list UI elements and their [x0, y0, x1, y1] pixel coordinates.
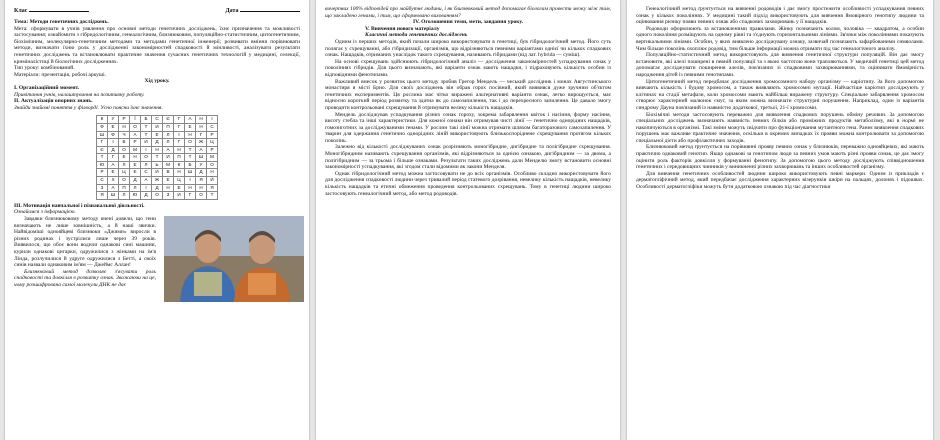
word-grid-cell[interactable]: Г: [97, 139, 108, 147]
word-grid-cell[interactable]: Е: [108, 169, 119, 177]
word-grid-cell[interactable]: О: [185, 139, 196, 147]
section-3-text: Завдяки близнюковому методу вчені довели, що гени визначають не лише зовнішність, а й наші звички. Найвідоміші однояйцеві близнюки «Джими» виросли в різних родинах і зустрілися лише через 39 років. Виявилося, що обоє вони водили однакові сині машини, курили однакові цигарки, одружилися з жінками на ім'я Лінда, розлучилися й удруге одружилися з Бетті, а своїх синів назвали однаковим ім'ям — Джеймс Аллан!: [14, 216, 156, 269]
word-grid-cell[interactable]: Г: [174, 123, 185, 131]
word-grid-cell[interactable]: О: [130, 123, 141, 131]
document-page-2: [316, 0, 620, 440]
word-grid-cell[interactable]: Н: [207, 169, 218, 177]
word-grid-cell[interactable]: Л: [130, 184, 141, 192]
word-grid-cell[interactable]: Ш: [97, 131, 108, 139]
word-grid-row: [97, 139, 218, 147]
word-grid-cell[interactable]: Н: [185, 131, 196, 139]
page3-paragraph: Популяційно-статистичний метод використовують для вивчення генетичної структури популяцій. Він дає змогу встановити, які алелі поширені в певній популяції та з якою частотою вони трапляються. У медичній генетиці цей метод допомагає досліджувати поширення алелів, пов'язаних зі спадковими захворюваннями, та оцінювати ймовірність народження дітей із певними генотипами.: [636, 52, 924, 78]
word-grid-cell[interactable]: Г: [196, 131, 207, 139]
word-grid-cell[interactable]: Ю: [97, 161, 108, 169]
page2-top-text: вичерпних 100% відповідей про майбутнє людини, і як близнюковий метод допомагає біологам провести межу між тим, що закладено генами, і тим, що сформовано вихованням?: [325, 6, 611, 19]
word-grid-cell[interactable]: І: [141, 146, 152, 154]
word-grid-cell[interactable]: А: [163, 146, 174, 154]
page3-paragraph: Біохімічні методи застосовують переважно для виявлення спадкових порушень обміну речовин. За допомогою спеціальних досліджень визначають наявність певних білків або проміжних продуктів метаболізму, які в нормі не накопичуються в організмі. Такі зміни можуть свідчити про функціонування мутантного гена. Раннє виявлення спадкових порушень має важливе практичне значення, оскільки в окремих випадках їх прояви можна контролювати за допомогою спеціальної дієти або профілактичних заходів.: [636, 111, 924, 144]
word-grid-row: [97, 169, 218, 177]
page2-paragraph: Мендель досліджував успадкування різних ознак гороху, зокрема забарвлення квіток і насіння, форму насіння, висоту стебла та інші характеристики. Для кожної ознаки він отримував чисті лінії — генетично однорідних нащадків, гомозиготних за досліджуваними генами. У рослин такі лінії можна отримати шляхом багаторазового самозапилення. У тварин для одержання генетично однорідних ліній використовують близькоспоріднене схрещування протягом кількох поколінь.: [325, 111, 611, 144]
word-grid-cell[interactable]: Е: [152, 131, 163, 139]
word-grid-cell[interactable]: Ю: [130, 192, 141, 200]
class-label: Клас: [14, 8, 28, 14]
word-grid-cell[interactable]: Я: [196, 177, 207, 185]
word-grid-cell[interactable]: А: [108, 161, 119, 169]
word-grid-cell[interactable]: И: [163, 154, 174, 162]
word-grid-row: [97, 161, 218, 169]
word-grid-cell[interactable]: Ч: [119, 131, 130, 139]
word-grid-cell[interactable]: Ц: [207, 139, 218, 147]
word-grid-cell[interactable]: І: [174, 131, 185, 139]
word-grid-cell[interactable]: Т: [152, 154, 163, 162]
word-grid-row: [97, 146, 218, 154]
word-grid-cell[interactable]: Б: [119, 139, 130, 147]
word-grid-cell[interactable]: К: [174, 161, 185, 169]
word-grid-cell[interactable]: У: [108, 116, 119, 124]
word-grid-row: [97, 184, 218, 192]
word-grid-cell[interactable]: Г: [185, 192, 196, 200]
word-grid-cell[interactable]: Д: [141, 192, 152, 200]
word-grid-cell[interactable]: Е: [185, 123, 196, 131]
word-grid-cell[interactable]: Л: [163, 131, 174, 139]
word-grid-row: [97, 131, 218, 139]
word-grid-cell[interactable]: Г: [174, 116, 185, 124]
word-grid-cell[interactable]: О: [119, 177, 130, 185]
word-grid-cell[interactable]: Р: [207, 146, 218, 154]
word-grid-cell[interactable]: К: [97, 116, 108, 124]
word-grid-row: [97, 154, 218, 162]
page3-paragraph: Родоводи оформлюють за встановленими правилами. Жінку позначають колом, чоловіка — квадратом, а особин одного покоління розміщують на одному рівні та з'єднують горизонтальними лініями. Зв'язки між поколіннями показують вертикальними лініями. Особин, у яких виявлено досліджувану ознаку, зазвичай позначають зафарбованими символами. Чим більше поколінь охоплює родовід, тим більше інформації можна отримати під час генеалогічного аналізу.: [636, 25, 924, 52]
word-grid-cell[interactable]: Р: [119, 116, 130, 124]
word-grid-cell[interactable]: Т: [185, 154, 196, 162]
word-grid-cell[interactable]: П: [174, 154, 185, 162]
word-grid-cell[interactable]: О: [141, 154, 152, 162]
section-3-tail: Близнюковий метод дозволяє з'ясувати роль спадковості та довкілля в розвитку ознак. Зважаючи на це, чому розшифрована самої молекули ДНК не дає: [14, 268, 156, 288]
twins-photo-illustration: [164, 216, 304, 302]
word-grid-cell[interactable]: Л: [119, 192, 130, 200]
word-grid-cell[interactable]: Н: [152, 146, 163, 154]
word-grid-cell[interactable]: И: [174, 192, 185, 200]
word-grid-cell[interactable]: З: [97, 184, 108, 192]
section-5-subtitle: Класичні методи генетичних досліджень: [365, 32, 468, 39]
lesson-topic: Тема: Методи генетичних досліджень.: [14, 19, 109, 25]
document-page-1: [5, 0, 309, 440]
word-grid-cell[interactable]: Д: [152, 139, 163, 147]
word-grid-cell[interactable]: А: [130, 131, 141, 139]
word-grid-cell[interactable]: Ф: [97, 123, 108, 131]
word-grid-cell[interactable]: М: [207, 154, 218, 162]
word-grid-cell[interactable]: И: [152, 123, 163, 131]
word-grid-cell[interactable]: С: [97, 177, 108, 185]
word-grid-row: [97, 116, 218, 124]
word-grid-row: [97, 177, 218, 185]
page2-paragraph: Одним із перших методів, який почали широко використовувати в генетиці, був гібридологічний метод. Його суть полягає у схрещуванні, або гібридизації, організмів, що відрізняються певними варіантами однієї чи кількох спадкових ознак. Нащадків, отриманих унаслідок такого схрещування, називають гібридами (від лат. hybrida — суміш).: [325, 38, 611, 59]
word-grid-cell[interactable]: О: [207, 161, 218, 169]
word-grid-cell[interactable]: Ш: [196, 154, 207, 162]
section-4-title: IV. Оголошення теми, мети, завдання уроку.: [413, 19, 523, 26]
page2-body: [325, 39, 611, 197]
word-grid-cell[interactable]: І: [108, 139, 119, 147]
word-grid-cell[interactable]: І: [141, 184, 152, 192]
word-grid-cell[interactable]: О: [152, 192, 163, 200]
section-5-title: V. Вивчення нового матеріалу: [365, 25, 440, 32]
page2-paragraph: Однак гібридологічний метод можна застосовувати не до всіх організмів. Особливо складно використовувати його для дослідження спадковості людини через тривалий період статевого дозрівання, невелику кількість нащадків, невелику кількість нащадків та етичні обмеження проведення контрольованих схрещувань. Тому в генетиці людини широко застосовують генеалогічний метод, або метод родоводів.: [325, 170, 611, 197]
lesson-progress-heading: Хід уроку.: [144, 78, 170, 85]
header-row: [14, 6, 300, 14]
word-grid-row: [97, 192, 218, 200]
word-grid-cell[interactable]: Р: [130, 139, 141, 147]
word-grid-cell[interactable]: Е: [174, 184, 185, 192]
section-1-text: Привітання учнів, налаштування на позитивну роботу.: [14, 91, 145, 98]
word-grid-cell[interactable]: Я: [207, 184, 218, 192]
class-field[interactable]: [29, 6, 89, 12]
word-grid-cell[interactable]: Є: [97, 146, 108, 154]
twins-block: [14, 216, 300, 269]
word-grid-cell[interactable]: А: [108, 184, 119, 192]
word-grid-cell[interactable]: Д: [196, 169, 207, 177]
word-grid-cell[interactable]: Х: [108, 177, 119, 185]
word-grid-cell[interactable]: Є: [163, 116, 174, 124]
word-grid-cell[interactable]: Р: [97, 169, 108, 177]
word-grid-cell[interactable]: Н: [196, 116, 207, 124]
word-grid-cell[interactable]: Б: [185, 161, 196, 169]
section-3-subtitle: Ознайомся з інформацією.: [14, 209, 76, 216]
word-grid-cell[interactable]: Т: [207, 192, 218, 200]
word-grid-cell[interactable]: А: [185, 116, 196, 124]
word-grid-cell[interactable]: Д: [152, 184, 163, 192]
word-grid-cell[interactable]: Е: [119, 154, 130, 162]
word-grid-cell[interactable]: Т: [141, 123, 152, 131]
word-grid-cell[interactable]: Ж: [152, 177, 163, 185]
word-grid-cell[interactable]: Г: [174, 139, 185, 147]
word-grid-cell[interactable]: Е: [163, 177, 174, 185]
word-grid-cell[interactable]: Н: [185, 184, 196, 192]
document-page-3: [627, 0, 933, 440]
word-grid-row: [97, 123, 218, 131]
page3-paragraph: Для вивчення генетичних особливостей людини широко використовують певні маркери. Одним із прикладів є дерматогліфічний метод, який передбачає дослідження характерних візерунків шкіри на пальцях, долонях і підошвах. Особливості дерматогліфіки можуть бути додатковою ознакою під час діагностики: [636, 170, 924, 191]
word-grid-cell[interactable]: Н: [196, 184, 207, 192]
date-label: Дата: [225, 8, 239, 14]
word-grid-cell[interactable]: И: [152, 169, 163, 177]
word-grid-cell[interactable]: В: [163, 169, 174, 177]
word-grid-cell[interactable]: Р: [207, 131, 218, 139]
page3-paragraph: Близнюковий метод ґрунтується на порівнянні прояву певних ознак у близнюків, переважно однояйцевих, які мають практично однаковий генотип. Якщо однакові за генотипом люди за певних умов мають різні прояви ознак, це дає змогу оцінити роль факторів довкілля у формуванні фенотипу. За допомогою цього методу досліджують співвідношення генетичних і середовищних чинників у виникненні різних захворювань та інших особливостей організму.: [636, 144, 924, 171]
word-grid-cell[interactable]: Н: [174, 146, 185, 154]
word-grid-cell[interactable]: Н: [163, 184, 174, 192]
word-grid-cell[interactable]: О: [119, 146, 130, 154]
word-grid-cell[interactable]: Л: [163, 139, 174, 147]
lesson-materials: Матеріали: презентація, робочі аркуші.: [14, 71, 107, 78]
word-grid-cell[interactable]: Ц: [119, 169, 130, 177]
word-grid-cell[interactable]: П: [163, 123, 174, 131]
word-grid-cell[interactable]: Л: [119, 161, 130, 169]
section-2-title: II. Актуалізація опорних знань.: [14, 98, 93, 105]
word-grid-cell[interactable]: Б: [141, 116, 152, 124]
section-2-text: Знайди знайомі поняття у філворді. Усно поясни їхнє значення.: [14, 104, 163, 111]
word-grid-cell[interactable]: С: [141, 169, 152, 177]
date-field[interactable]: [240, 6, 300, 12]
word-grid-cell[interactable]: А: [196, 146, 207, 154]
word-grid-cell[interactable]: Т: [97, 154, 108, 162]
word-grid-cell[interactable]: Ь: [152, 161, 163, 169]
page3-body: [636, 6, 924, 191]
word-grid-cell[interactable]: Е: [130, 161, 141, 169]
word-grid-cell[interactable]: Й: [207, 177, 218, 185]
page2-paragraph: На основі схрещувань здійснюють гібридологічний аналіз — дослідження закономірностей успадкування ознак у поколіннях гібридів. Для цього визначають, які варіанти ознак мають нащадки, і підраховують кількість особин із відповідними фенотипами.: [325, 58, 611, 78]
word-grid-cell[interactable]: І: [207, 116, 218, 124]
word-search-grid: [96, 115, 218, 200]
word-grid-cell[interactable]: У: [196, 161, 207, 169]
word-grid-cell[interactable]: Т: [141, 131, 152, 139]
page2-paragraph: Залежно від кількості досліджуваних ознак розрізняють моногібридне, дигібридне та полігібридне схрещування. Моногібридним називають схрещування організмів, які відрізняються за однією ознакою, дигібридним — за двома, а полігібридним — за трьома і більше ознаками. Результати таких досліджень дали Менделю змогу встановити основні закономірності успадкування, які згодом стали відомими як закони Менделя.: [325, 144, 611, 171]
word-grid-cell[interactable]: Д: [108, 146, 119, 154]
word-grid-cell[interactable]: И: [141, 139, 152, 147]
page3-paragraph: Цитогенетичний метод передбачає дослідження хромосомного набору організму — каріотипу. За його допомогою вивчають кількість і будову хромосом, а також виявляють хромосомні мутації. Найчастіше каріотип досліджують у клітинах на стадії метафази, коли хромосоми мають найбільш виражену структуру. Спеціальне забарвлення хромосом створює характерний малюнок смуг, за яким можна визначати структурні порушення. Наприклад, один із варіантів синдрому Дауна пов'язаний із наявністю додаткової, третьої, 21-ї хромосоми.: [636, 78, 924, 111]
word-grid-cell[interactable]: Т: [185, 146, 196, 154]
word-grid-cell[interactable]: М: [163, 161, 174, 169]
word-grid-cell[interactable]: О: [196, 192, 207, 200]
word-grid-cell[interactable]: А: [141, 177, 152, 185]
section-1-title: I. Організаційний момент.: [14, 84, 80, 91]
page3-paragraph: Генеалогічний метод ґрунтується на вивченні родоводів і дає змогу простежити особливості успадкування певних ознак у кількох поколіннях. У медицині такий підхід використовують для вивчення ймовірного генотипу людини та оцінювання ризику появи певних ознак або спадкових захворювань у її нащадків.: [636, 6, 924, 26]
page2-paragraph: Важливий внесок у розвиток цього методу зробив Грегор Мендель — чеський дослідник і монах Августинського монастиря в місті Брно. Для своїх досліджень він обрав горох посівний, який виявився дуже зручним об'єктом генетичних експериментів. Ця рослина має чітко виражені альтернативні варіанти ознак, легко вирощується, має відносно короткий період розвитку та здатна як до самозапилення, так і до перехресного запилення. Це давало змогу проводити контрольовані схрещування й отримувати велику кількість нащадків.: [325, 78, 611, 111]
word-grid-cell[interactable]: І: [185, 177, 196, 185]
word-grid-cell[interactable]: Н: [174, 169, 185, 177]
word-grid-cell[interactable]: Ї: [130, 116, 141, 124]
word-grid-cell[interactable]: Ц: [174, 177, 185, 185]
word-grid-cell[interactable]: Д: [130, 177, 141, 185]
word-grid-cell[interactable]: Я: [97, 192, 108, 200]
word-grid-cell[interactable]: Н: [196, 123, 207, 131]
word-grid-cell[interactable]: Ж: [196, 139, 207, 147]
section-3-title: III. Мотивація навчальної і пізнавальної діяльності.: [14, 202, 145, 209]
word-grid-cell[interactable]: Ш: [185, 169, 196, 177]
word-grid-cell[interactable]: Ш: [108, 192, 119, 200]
lesson-goal: Мета: сформувати в учнів уявлення про основні методи генетичних досліджень, їхнє призначення та можливості застосування; ознайомити з гібридологічним, генеалогічним, близнюковим, популяційно-статистичним, цитогенетичним, біохімічним, молекулярно-генетичним методами та методами генетичної інженерії; розвивати вміння порівнювати методи, визначати їхню роль у дослідженні закономірностей спадковості й мінливості, аналізувати результати генетичних досліджень та встановлювати практичне значення сучасних генетичних технологій у медицині, селекції, криміналістиці й біологічних дослідженнях.: [14, 25, 300, 65]
word-grid-cell[interactable]: П: [119, 184, 130, 192]
word-grid-cell[interactable]: Ф: [108, 131, 119, 139]
word-grid-cell[interactable]: Н: [130, 154, 141, 162]
word-grid-cell[interactable]: Е: [130, 169, 141, 177]
word-grid-cell[interactable]: М: [130, 146, 141, 154]
word-grid-cell[interactable]: З: [163, 192, 174, 200]
word-grid-cell[interactable]: С: [152, 116, 163, 124]
twins-photo: [164, 216, 304, 302]
word-grid-cell[interactable]: С: [207, 123, 218, 131]
word-grid-cell[interactable]: Л: [141, 161, 152, 169]
lesson-type: Тип уроку: комбінований.: [14, 65, 75, 72]
word-grid-cell[interactable]: Е: [108, 123, 119, 131]
word-grid-cell[interactable]: Г: [108, 154, 119, 162]
word-grid-cell[interactable]: Н: [119, 123, 130, 131]
